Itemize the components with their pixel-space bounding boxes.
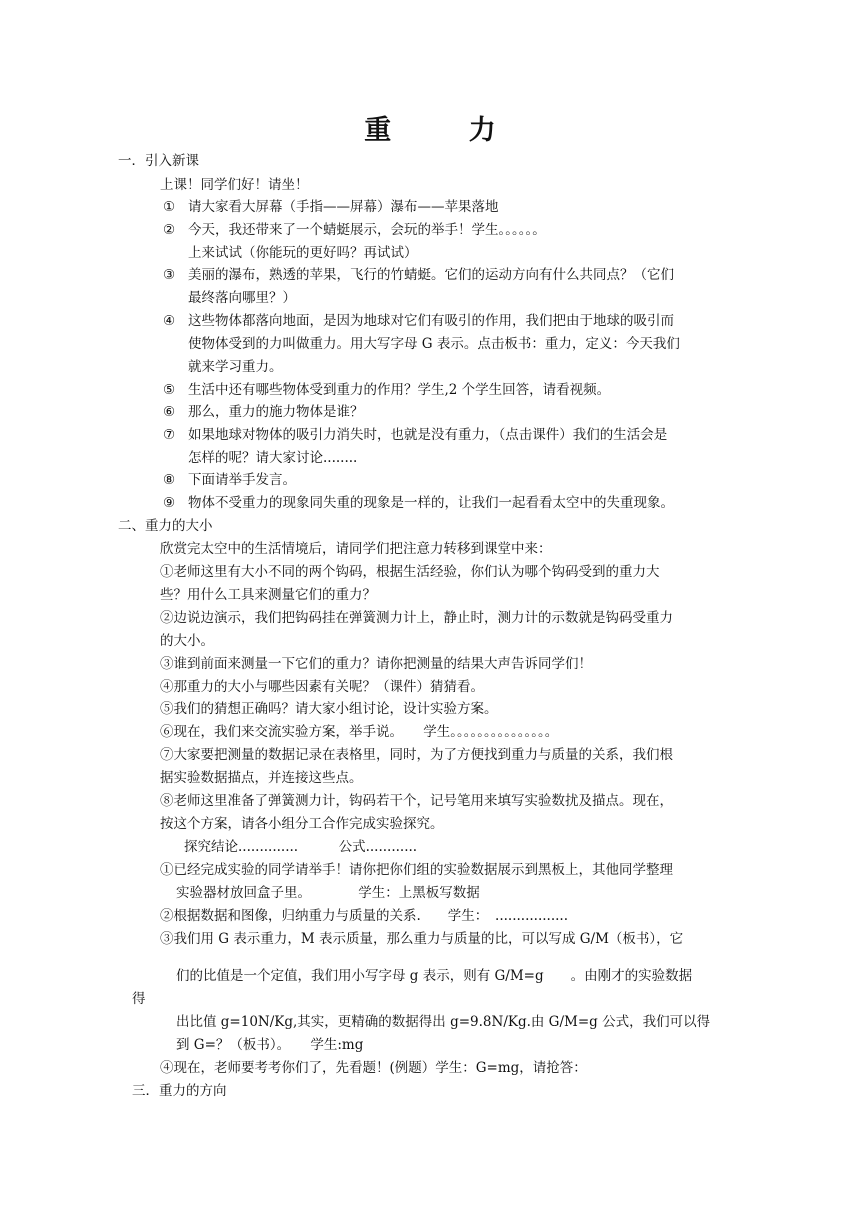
section-2-line-11: 据实验数据描点，并连接这些点。 (160, 770, 363, 786)
item-6-number: ⑥ (162, 404, 176, 420)
item-8-number: ⑧ (162, 472, 176, 488)
section-2-line-3: 些？用什么工具来测量它们的重力？ (160, 587, 376, 603)
item-2-line-1: 今天，我还带来了一个蜻蜓展示，会玩的举手！学生。。。。。。 (188, 222, 546, 238)
item-4-line-2: 使物体受到的力叫做重力。用大写字母 G 表示。点击板书：重力，定义：今天我们 (188, 336, 680, 352)
section-2-line-5: 的大小。 (160, 633, 214, 649)
item-4-line-3: 就来学习重力。 (188, 359, 283, 375)
section-2-line-18: ③我们用 G 表示重力，M 表示质量，那么重力与质量的比，可以写成 G/M（板书），它 (160, 931, 684, 947)
section-2-line-6: ③谁到前面来测量一下它们的重力？请你把测量的结果大声告诉同学们！ (160, 656, 592, 672)
section-1-heading: 一．引入新课 (118, 153, 199, 169)
section-2-line-7: ④那重力的大小与哪些因素有关呢？（课件）猜猜看。 (160, 679, 484, 695)
section-2-line-20: 得 (132, 991, 146, 1007)
item-5-number: ⑤ (162, 382, 176, 398)
section-2-line-22: 到 G=？（板书）。 学生:mg (176, 1037, 364, 1053)
section-2-line-2: ①老师这里有大小不同的两个钩码，根据生活经验，你们认为哪个钩码受到的重力大 (160, 564, 660, 580)
item-9-number: ⑨ (162, 495, 176, 511)
item-4-line-1: 这些物体都落向地面，是因为地球对它们有吸引的作用，我们把由于地球的吸引而 (188, 313, 674, 329)
item-3-number: ③ (162, 267, 176, 283)
section-2-line-13: 按这个方案，请各小组分工合作完成实验探究。 (160, 816, 444, 832)
section-2-line-19: 们的比值是一个定值，我们用小写字母 g 表示，则有 G/M=g 。由刚才的实验数据 (176, 968, 693, 984)
item-7-number: ⑦ (162, 427, 176, 443)
item-5-line-1: 生活中还有哪些物体受到重力的作用？学生,2 个学生回答，请看视频。 (188, 382, 611, 398)
section-2-heading: 二、重力的大小 (118, 518, 213, 534)
section-2-line-23: ④现在，老师要考考你们了，先看题！(例题）学生：G=mg，请抢答： (160, 1060, 587, 1076)
item-2-line-2: 上来试试（你能玩的更好吗？再试试） (188, 245, 418, 261)
item-6-line-1: 那么，重力的施力物体是谁？ (188, 404, 364, 420)
greeting-line: 上课！同学们好！请坐！ (160, 177, 309, 193)
section-2-line-17: ②根据数据和图像，归纳重力与质量的关系. 学生： ................. (160, 908, 568, 924)
item-1-number: ① (162, 199, 176, 215)
section-2-line-10: ⑦大家要把测量的数据记录在表格里，同时，为了方便找到重力与质量的关系，我们根 (160, 747, 673, 763)
section-3-heading: 三．重力的方向 (132, 1083, 227, 1099)
item-2-number: ② (162, 222, 176, 238)
section-2-line-15: ①已经完成实验的同学请举手！请你把你们组的实验数据展示到黑板上，其他同学整理 (160, 862, 673, 878)
section-2-line-16: 实验器材放回盒子里。 学生：上黑板写数据 (176, 885, 480, 901)
item-9-line-1: 物体不受重力的现象同失重的现象是一样的，让我们一起看看太空中的失重现象。 (188, 495, 674, 511)
section-2-line-21: 出比值 g=10N/Kg,其实，更精确的数据得出 g=9.8N/Kg.由 G/M=g 公式，我们可以得 (176, 1014, 711, 1030)
section-2-line-8: ⑤我们的猜想正确吗？请大家小组讨论，设计实验方案。 (160, 701, 498, 717)
section-2-line-14: 探究结论.............. 公式............ (184, 839, 418, 855)
item-1-line-1: 请大家看大屏幕（手指——屏幕）瀑布——苹果落地 (188, 199, 499, 215)
item-3-line-2: 最终落向哪里？） (188, 290, 296, 306)
section-2-line-12: ⑧老师这里准备了弹簧测力计，钩码若干个，记号笔用来填写实验数扰及描点。现在， (160, 793, 673, 809)
item-7-line-1: 如果地球对物体的吸引力消失时，也就是没有重力，（点击课件）我们的生活会是 (188, 427, 668, 443)
item-8-line-1: 下面请举手发言。 (188, 472, 296, 488)
section-2-line-4: ②边说边演示，我们把钩码挂在弹簧测力计上，静止时，测力计的示数就是钩码受重力 (160, 610, 673, 626)
document-title: 重 力 (364, 115, 530, 146)
item-7-line-2: 怎样的呢？请大家讨论........ (188, 450, 358, 466)
section-2-line-9: ⑥现在，我们来交流实验方案，举手说。 学生。。。。。。。。。。。。。。。 (160, 724, 559, 740)
item-3-line-1: 美丽的瀑布，熟透的苹果，飞行的竹蜻蜓。它们的运动方向有什么共同点？（它们 (188, 267, 674, 283)
section-2-line-1: 欣赏完太空中的生活情境后，请同学们把注意力转移到课堂中来： (160, 541, 552, 557)
item-4-number: ④ (162, 313, 176, 329)
